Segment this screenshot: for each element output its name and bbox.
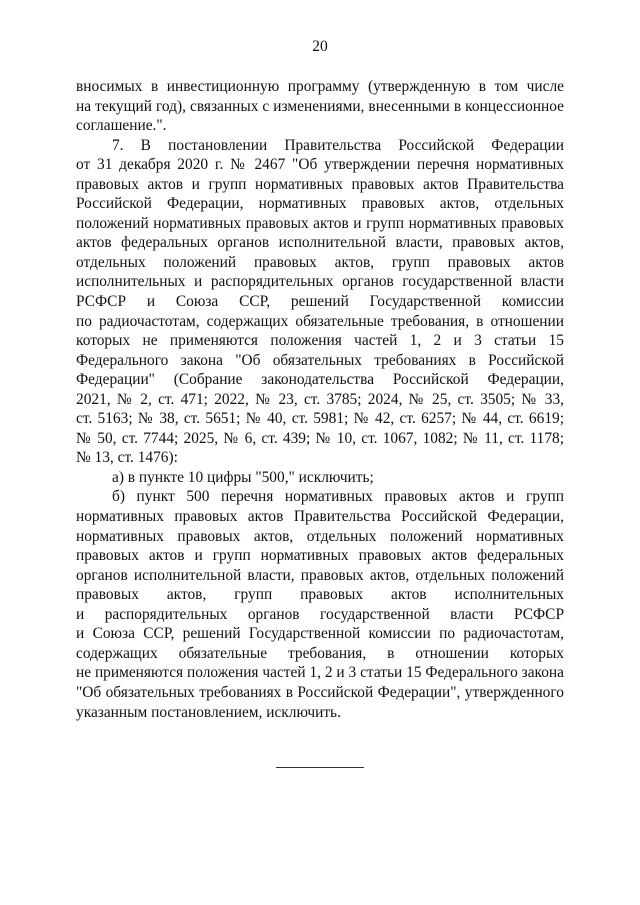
text-line: соглашение.". bbox=[76, 117, 167, 135]
text-line: правовых актов и групп нормативных правовых актов федеральных bbox=[76, 547, 564, 565]
text-line: указанным постановлением, исключить. bbox=[76, 703, 341, 721]
document-body bbox=[76, 77, 564, 722]
text-line: не применяются положения частей 1, 2 и 3 статьи 15 Федерального закона bbox=[76, 664, 564, 682]
text-line: правовых актов, групп правовых актов исполнительных bbox=[76, 586, 564, 604]
text-line: РСФСР и Союза ССР, решений Государственной комиссии bbox=[76, 293, 564, 311]
page-number: 20 bbox=[312, 38, 328, 55]
text-line: по радиочастотам, содержащих обязательные требования, в отношении bbox=[76, 312, 564, 330]
text-line: Федерального закона "Об обязательных требованиях в Российской bbox=[76, 351, 564, 369]
text-line: Федерации" (Собрание законодательства Российской Федерации, bbox=[76, 371, 564, 389]
text-line: 2021, № 2, ст. 471; 2022, № 23, ст. 3785; 2024, № 25, ст. 3505; № 33, bbox=[76, 390, 564, 408]
end-of-document-rule bbox=[276, 767, 364, 768]
text-line: которых не применяются положения частей 1, 2 и 3 статьи 15 bbox=[76, 332, 564, 350]
text-line: актов федеральных органов исполнительной власти, правовых актов, bbox=[76, 234, 564, 252]
text-line: правовых актов и групп нормативных правовых актов Правительства bbox=[76, 175, 564, 193]
text-line: положений нормативных правовых актов и групп нормативных правовых bbox=[76, 214, 564, 232]
text-line: нормативных правовых актов, отдельных положений нормативных bbox=[76, 527, 564, 545]
text-line: содержащих обязательные требования, в отношении которых bbox=[76, 644, 564, 662]
text-line: № 13, ст. 1476): bbox=[76, 449, 178, 467]
text-line: нормативных правовых актов Правительства Российской Федерации, bbox=[76, 508, 564, 526]
subitem-b-start: б) пункт 500 перечня нормативных правовых актов и групп bbox=[112, 488, 564, 506]
text-line: ст. 5163; № 38, ст. 5651; № 40, ст. 5981; № 42, ст. 6257; № 44, ст. 6619; bbox=[76, 410, 564, 428]
text-line: вносимых в инвестиционную программу (утвержденную в том числе bbox=[76, 78, 564, 95]
text-line: отдельных положений правовых актов, групп правовых актов bbox=[76, 253, 564, 271]
text-line: и распорядительных органов государственной власти РСФСР bbox=[76, 605, 564, 623]
text-line: № 50, ст. 7744; 2025, № 6, ст. 439; № 10, ст. 1067, 1082; № 11, ст. 1178; bbox=[76, 429, 564, 447]
text-line: "Об обязательных требованиях в Российской Федерации", утвержденного bbox=[76, 683, 564, 701]
text-line: органов исполнительной власти, правовых актов, отдельных положений bbox=[76, 566, 564, 584]
text-line: на текущий год), связанных с изменениями, внесенными в концессионное bbox=[76, 97, 564, 115]
text-line: Российской Федерации, нормативных правовых актов, отдельных bbox=[76, 195, 564, 213]
text-line: от 31 декабря 2020 г. № 2467 "Об утверждении перечня нормативных bbox=[76, 156, 564, 174]
text-line: и Союза ССР, решений Государственной комиссии по радиочастотам, bbox=[76, 625, 564, 643]
text-line: исполнительных и распорядительных органов государственной власти bbox=[76, 273, 564, 291]
paragraph-7-start: 7. В постановлении Правительства Российской Федерации bbox=[112, 136, 564, 154]
subitem-a: а) в пункте 10 цифры "500," исключить; bbox=[112, 468, 374, 486]
